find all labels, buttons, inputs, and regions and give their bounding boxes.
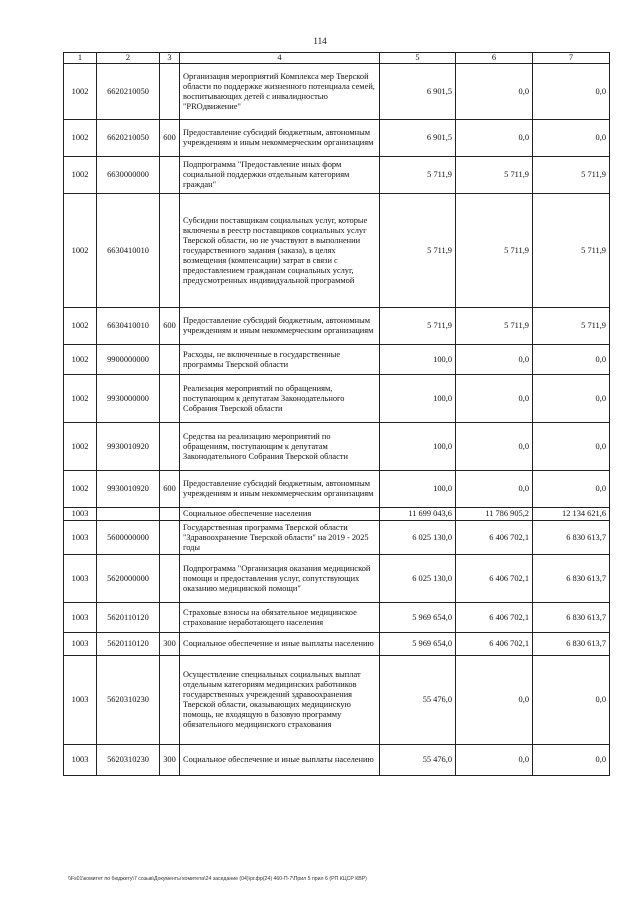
- cell-section: 1003: [64, 745, 97, 776]
- cell-amount-2: 5 711,9: [456, 194, 533, 308]
- cell-amount-1: 100,0: [380, 375, 456, 423]
- cell-expense-type: [160, 64, 180, 120]
- cell-amount-2: 0,0: [456, 120, 533, 157]
- cell-amount-3: 6 830 613,7: [533, 603, 610, 633]
- cell-target-code: 5620110120: [97, 633, 160, 656]
- table-row: [64, 345, 610, 375]
- header-col-7: 7: [533, 53, 610, 64]
- cell-target-code: 5600000000: [97, 521, 160, 555]
- header-col-5: 5: [380, 53, 456, 64]
- footer-file-path: \\Fs01\комитет по бюджету\7 созыв\Документы комитета\24 заседание (04)\рг.фр(24) 460-П-7\Прил 5 прил 6 (РП КЦСР КВР): [68, 876, 367, 882]
- cell-amount-1: 5 969 654,0: [380, 603, 456, 633]
- cell-amount-2: 5 711,9: [456, 157, 533, 194]
- cell-amount-3: 0,0: [533, 120, 610, 157]
- table-row: [64, 656, 610, 745]
- cell-expense-type: [160, 194, 180, 308]
- cell-expense-type: [160, 423, 180, 471]
- cell-name: Страховые взносы на обязательное медицинское страхование неработающего населения: [180, 603, 380, 633]
- cell-amount-3: 0,0: [533, 656, 610, 745]
- table-row: [64, 745, 610, 776]
- cell-section: 1002: [64, 157, 97, 194]
- table-row: [64, 423, 610, 471]
- table-row: [64, 120, 610, 157]
- table-row: [64, 633, 610, 656]
- cell-amount-3: 0,0: [533, 423, 610, 471]
- cell-expense-type: 300: [160, 633, 180, 656]
- cell-target-code: 9900000000: [97, 345, 160, 375]
- cell-expense-type: 600: [160, 471, 180, 508]
- cell-amount-2: 6 406 702,1: [456, 603, 533, 633]
- page-number: 114: [313, 36, 327, 46]
- cell-name: Предоставление субсидий бюджетным, автономным учреждениям и иным некоммерческим организациям: [180, 471, 380, 508]
- table-row: [64, 508, 610, 521]
- cell-target-code: 9930010920: [97, 471, 160, 508]
- cell-target-code: [97, 508, 160, 521]
- cell-section: 1002: [64, 194, 97, 308]
- cell-expense-type: [160, 508, 180, 521]
- cell-amount-2: 11 786 905,2: [456, 508, 533, 521]
- cell-name: Реализация мероприятий по обращениям, поступающим к депутатам Законодательного Собрания Тверской области: [180, 375, 380, 423]
- table-row: [64, 64, 610, 120]
- cell-amount-1: 100,0: [380, 471, 456, 508]
- cell-amount-3: 0,0: [533, 745, 610, 776]
- cell-section: 1002: [64, 120, 97, 157]
- cell-amount-3: 0,0: [533, 375, 610, 423]
- cell-amount-1: 5 711,9: [380, 194, 456, 308]
- cell-section: 1002: [64, 345, 97, 375]
- cell-name: Социальное обеспечение и иные выплаты населению: [180, 745, 380, 776]
- cell-section: 1003: [64, 521, 97, 555]
- cell-amount-3: 0,0: [533, 471, 610, 508]
- cell-name: Государственная программа Тверской области "Здравоохранение Тверской области" на 2019 - 2025 годы: [180, 521, 380, 555]
- header-col-4: 4: [180, 53, 380, 64]
- cell-name: Социальное обеспечение населения: [180, 508, 380, 521]
- cell-amount-3: 12 134 621,6: [533, 508, 610, 521]
- cell-section: 1003: [64, 603, 97, 633]
- cell-amount-3: 5 711,9: [533, 157, 610, 194]
- cell-amount-2: 5 711,9: [456, 308, 533, 345]
- cell-name: Предоставление субсидий бюджетным, автономным учреждениям и иным некоммерческим организациям: [180, 120, 380, 157]
- cell-target-code: 5620110120: [97, 603, 160, 633]
- cell-section: 1002: [64, 64, 97, 120]
- cell-target-code: 6620210050: [97, 120, 160, 157]
- cell-amount-1: 6 901,5: [380, 64, 456, 120]
- cell-amount-1: 6 025 130,0: [380, 521, 456, 555]
- cell-amount-2: 0,0: [456, 375, 533, 423]
- cell-expense-type: 300: [160, 745, 180, 776]
- cell-target-code: 9930000000: [97, 375, 160, 423]
- cell-target-code: 6620210050: [97, 64, 160, 120]
- cell-amount-3: 0,0: [533, 64, 610, 120]
- cell-name: Социальное обеспечение и иные выплаты населению: [180, 633, 380, 656]
- cell-amount-1: 5 711,9: [380, 157, 456, 194]
- table-header-row: [64, 53, 610, 64]
- budget-table-container: [63, 52, 609, 776]
- cell-name: Осуществление специальных социальных выплат отдельным категориям медицинских работников государственных учреждений здравоохранения Тверской области, оказывающих медицинскую помощь, не входящую в базовую программу обязательного медицинского страхования: [180, 656, 380, 745]
- cell-expense-type: [160, 157, 180, 194]
- table-row: [64, 194, 610, 308]
- table-row: [64, 471, 610, 508]
- cell-expense-type: [160, 555, 180, 603]
- cell-amount-2: 0,0: [456, 423, 533, 471]
- cell-amount-2: 6 406 702,1: [456, 633, 533, 656]
- cell-section: 1003: [64, 656, 97, 745]
- cell-amount-2: 0,0: [456, 64, 533, 120]
- cell-amount-1: 55 476,0: [380, 656, 456, 745]
- cell-expense-type: [160, 521, 180, 555]
- cell-amount-2: 6 406 702,1: [456, 521, 533, 555]
- cell-name: Подпрограмма "Организация оказания медицинской помощи и предоставления услуг, сопутствующих оказанию медицинской помощи": [180, 555, 380, 603]
- budget-table: [63, 52, 610, 776]
- cell-amount-3: 5 711,9: [533, 308, 610, 345]
- table-row: [64, 521, 610, 555]
- cell-section: 1002: [64, 308, 97, 345]
- cell-amount-2: 0,0: [456, 745, 533, 776]
- header-col-6: 6: [456, 53, 533, 64]
- table-row: [64, 157, 610, 194]
- cell-target-code: 6630000000: [97, 157, 160, 194]
- cell-amount-3: 0,0: [533, 345, 610, 375]
- cell-target-code: 5620310230: [97, 745, 160, 776]
- cell-name: Расходы, не включенные в государственные программы Тверской области: [180, 345, 380, 375]
- cell-name: Субсидии поставщикам социальных услуг, которые включены в реестр поставщиков социальных услуг Тверской области, но не участвуют в выполнении государственного задания (заказа), в целях возмещения (компенсации) затрат в связи с предоставлением гражданам социальных услуг, предусмотренных индивидуальной программой: [180, 194, 380, 308]
- cell-target-code: 6630410010: [97, 194, 160, 308]
- cell-target-code: 5620310230: [97, 656, 160, 745]
- table-row: [64, 555, 610, 603]
- cell-expense-type: 600: [160, 308, 180, 345]
- cell-section: 1002: [64, 471, 97, 508]
- cell-amount-1: 6 901,5: [380, 120, 456, 157]
- cell-amount-2: 6 406 702,1: [456, 555, 533, 603]
- cell-expense-type: [160, 345, 180, 375]
- header-col-2: 2: [97, 53, 160, 64]
- header-col-1: 1: [64, 53, 97, 64]
- cell-name: Предоставление субсидий бюджетным, автономным учреждениям и иным некоммерческим организациям: [180, 308, 380, 345]
- table-body: [64, 64, 610, 776]
- table-row: [64, 603, 610, 633]
- cell-section: 1002: [64, 375, 97, 423]
- cell-amount-1: 100,0: [380, 345, 456, 375]
- cell-target-code: 5620000000: [97, 555, 160, 603]
- cell-amount-2: 0,0: [456, 656, 533, 745]
- cell-section: 1003: [64, 633, 97, 656]
- cell-expense-type: [160, 375, 180, 423]
- cell-amount-1: 55 476,0: [380, 745, 456, 776]
- cell-amount-3: 6 830 613,7: [533, 521, 610, 555]
- cell-section: 1002: [64, 423, 97, 471]
- cell-amount-2: 0,0: [456, 471, 533, 508]
- cell-name: Подпрограмма "Предоставление иных форм социальной поддержки отдельным категориям граждан": [180, 157, 380, 194]
- cell-expense-type: [160, 603, 180, 633]
- cell-amount-3: 6 830 613,7: [533, 633, 610, 656]
- table-row: [64, 308, 610, 345]
- cell-expense-type: [160, 656, 180, 745]
- cell-target-code: 9930010920: [97, 423, 160, 471]
- cell-amount-1: 5 969 654,0: [380, 633, 456, 656]
- cell-expense-type: 600: [160, 120, 180, 157]
- cell-name: Организация мероприятий Комплекса мер Тверской области по поддержке жизненного потенциала семей, воспитывающих детей с инвалидностью "PROдвижение": [180, 64, 380, 120]
- cell-amount-1: 100,0: [380, 423, 456, 471]
- header-col-3: 3: [160, 53, 180, 64]
- cell-amount-3: 5 711,9: [533, 194, 610, 308]
- cell-amount-3: 6 830 613,7: [533, 555, 610, 603]
- cell-name: Средства на реализацию мероприятий по обращениям, поступающим к депутатам Законодательного Собрания Тверской области: [180, 423, 380, 471]
- cell-section: 1003: [64, 555, 97, 603]
- cell-amount-2: 0,0: [456, 345, 533, 375]
- table-row: [64, 375, 610, 423]
- cell-target-code: 6630410010: [97, 308, 160, 345]
- cell-amount-1: 6 025 130,0: [380, 555, 456, 603]
- cell-amount-1: 5 711,9: [380, 308, 456, 345]
- cell-amount-1: 11 699 043,6: [380, 508, 456, 521]
- cell-section: 1003: [64, 508, 97, 521]
